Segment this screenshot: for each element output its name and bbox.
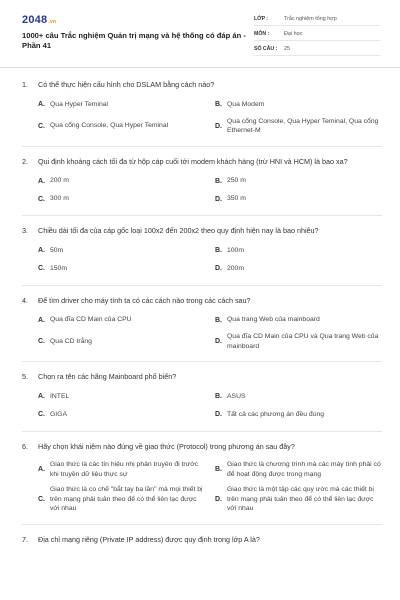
question-body: Địa chỉ mạng riêng (Private IP address) được quy định trong lớp A là? <box>38 534 260 544</box>
option-text: GIGA <box>50 410 67 418</box>
meta-label: LỚP : <box>254 16 269 22</box>
option-text: 200 m <box>50 177 69 185</box>
answer-option-a[interactable] <box>38 245 205 257</box>
answer-option-a[interactable] <box>38 391 205 403</box>
question-text <box>22 226 382 237</box>
option-letter: A. <box>38 316 45 324</box>
question-body: Có thể thực hiện cấu hình cho DSLAM bằng cách nào? <box>38 80 215 89</box>
question-divider <box>22 524 382 525</box>
option-text: Qua Modem <box>227 100 265 108</box>
answer-options <box>22 314 382 351</box>
question-item <box>22 372 382 432</box>
option-letter: D. <box>215 495 222 503</box>
question-item <box>22 442 382 525</box>
document-meta <box>254 13 380 58</box>
meta-label: SỐ CÂU : <box>254 46 278 52</box>
meta-label: MÔN : <box>254 31 270 37</box>
option-letter: C. <box>38 411 45 418</box>
option-letter: C. <box>38 495 45 503</box>
option-text: 100m <box>227 246 245 254</box>
option-letter: B. <box>215 466 222 473</box>
question-body: Để tìm driver cho máy tính ta có các cách nào trong các cách sau? <box>38 295 251 305</box>
option-letter: C. <box>38 338 45 345</box>
answer-option-b[interactable] <box>215 460 382 479</box>
option-letter: C. <box>38 122 45 130</box>
answer-option-d[interactable] <box>215 409 382 421</box>
option-text: 350 m <box>227 195 246 203</box>
document-title: 1000+ câu Trắc nghiệm Quản trị mạng và hệ thống có đáp án - Phần 41 <box>22 31 246 50</box>
question-divider <box>22 431 382 432</box>
option-letter: A. <box>38 393 45 400</box>
question-number: 4. <box>22 295 28 305</box>
option-letter: D. <box>215 195 222 203</box>
answer-option-a[interactable] <box>38 314 205 326</box>
question-body: Hãy chọn khái niệm nào đúng về giao thức (Protocol) trong phương án sau đây? <box>38 441 295 451</box>
question-body: Chiều dài tối đa của cáp gốc loại 100x2 đến 200x2 theo quy định hiện nay là bao nhiêu? <box>38 226 319 235</box>
option-text: 200m <box>227 264 245 272</box>
option-text: 300 m <box>50 195 69 203</box>
option-letter: B. <box>215 316 222 324</box>
option-letter: D. <box>215 411 222 418</box>
answer-option-d[interactable] <box>215 332 382 351</box>
answer-option-b[interactable] <box>215 99 382 111</box>
option-letter: A. <box>38 247 45 254</box>
answer-options <box>22 245 382 275</box>
question-item <box>22 296 382 363</box>
question-text <box>22 372 382 383</box>
question-number: 2. <box>22 156 28 166</box>
meta-row-subject <box>254 28 380 41</box>
option-text: ASUS <box>227 392 246 400</box>
question-text <box>22 157 382 168</box>
answer-option-c[interactable] <box>38 263 205 275</box>
answer-option-b[interactable] <box>215 175 382 187</box>
question-text <box>22 296 382 307</box>
question-list <box>22 80 382 555</box>
option-text: Giao thức là các tín hiệu nhị phân truyền đi trước khi truyền dữ liệu thực sự <box>50 461 199 478</box>
question-item <box>22 80 382 147</box>
option-text: Giao thức là co chế "bắt tay ba lần" mà mọi thiết bị trên mạng phải tuân theo để có thể liên lạc được với nhau <box>50 486 203 512</box>
question-item <box>22 226 382 286</box>
option-text: Qua trang Web của mainboard <box>227 316 320 324</box>
answer-option-c[interactable] <box>38 117 205 136</box>
meta-value: Đại học <box>284 31 303 37</box>
answer-options <box>22 175 382 205</box>
option-text: INTEL <box>50 392 70 400</box>
option-letter: A. <box>38 177 45 185</box>
option-text: Qua cổng Console, Qua Hyper Teminal <box>50 122 169 130</box>
question-body: Qui định khoảng cách tối đa từ hộp cáp cuối tới modem khách hàng (trừ HNI và HCM) là bao xa? <box>38 156 348 166</box>
option-letter: B. <box>215 393 222 400</box>
option-text: Giao thức là một tập các quy ước mà các thiết bị trên mạng phải tuân theo để có thể liên lạc được với nhau <box>227 486 374 512</box>
meta-value: Trắc nghiệm tổng hợp <box>284 16 337 22</box>
option-letter: B. <box>215 247 222 254</box>
question-number: 3. <box>22 226 28 235</box>
question-number: 5. <box>22 372 28 381</box>
meta-row-question-count <box>254 43 380 56</box>
answer-option-a[interactable] <box>38 175 205 187</box>
logo-main-text: 2048 <box>22 14 48 26</box>
option-letter: D. <box>215 122 222 130</box>
question-text <box>22 80 382 91</box>
option-text: 150m <box>50 264 68 272</box>
answer-option-c[interactable] <box>38 409 205 421</box>
option-text: Qua đĩa CD Main của CPU <box>50 316 132 324</box>
answer-option-b[interactable] <box>215 314 382 326</box>
option-text: Qua đĩa CD Main của CPU và Qua trang Web của mainboard <box>227 333 379 350</box>
answer-options <box>22 391 382 421</box>
answer-option-a[interactable] <box>38 460 205 479</box>
option-text: 50m <box>50 246 64 254</box>
answer-option-c[interactable] <box>38 193 205 205</box>
option-letter: C. <box>38 265 45 272</box>
answer-option-c[interactable] <box>38 485 205 514</box>
question-text <box>22 442 382 453</box>
site-logo[interactable] <box>22 14 56 26</box>
question-number: 7. <box>22 534 28 544</box>
question-body: Chọn ra tên các hãng Mainboard phổ biến? <box>38 372 177 381</box>
logo-suffix-text: .vn <box>48 19 57 25</box>
option-letter: C. <box>38 195 45 203</box>
question-divider <box>22 146 382 147</box>
option-letter: D. <box>215 338 222 345</box>
answer-option-a[interactable] <box>38 99 205 111</box>
answer-options <box>22 460 382 514</box>
option-text: Qua Hyper Teminal <box>50 100 109 108</box>
question-item <box>22 157 382 217</box>
answer-option-d[interactable] <box>215 117 382 136</box>
answer-option-b[interactable] <box>215 245 382 257</box>
option-text: Qua cổng Console, Qua Hyper Teminal, Qua cổng Ethernet-M <box>227 117 379 134</box>
option-text: Giao thức là chương trình mà các máy tính phải có để hoạt động được trong mạng <box>227 461 381 478</box>
meta-value: 25 <box>284 46 290 52</box>
option-letter: B. <box>215 101 222 108</box>
option-letter: A. <box>38 466 45 473</box>
option-text: Qua CD trắng <box>50 337 92 345</box>
question-number: 1. <box>22 80 28 89</box>
document-header <box>0 0 400 68</box>
answer-option-b[interactable] <box>215 391 382 403</box>
question-number: 6. <box>22 441 28 451</box>
option-letter: D. <box>215 265 222 272</box>
option-letter: A. <box>38 101 45 108</box>
option-letter: B. <box>215 177 222 185</box>
meta-row-class <box>254 13 380 26</box>
option-text: Tất cả các phương án đều đúng <box>227 410 325 418</box>
answer-option-d[interactable] <box>215 263 382 275</box>
answer-options <box>22 99 382 136</box>
option-text: 250 m <box>227 177 246 185</box>
question-item <box>22 535 382 546</box>
question-divider <box>22 361 382 362</box>
answer-option-c[interactable] <box>38 332 205 351</box>
question-text <box>22 535 382 546</box>
answer-option-d[interactable] <box>215 193 382 205</box>
answer-option-d[interactable] <box>215 485 382 514</box>
question-divider <box>22 285 382 286</box>
question-divider <box>22 215 382 216</box>
